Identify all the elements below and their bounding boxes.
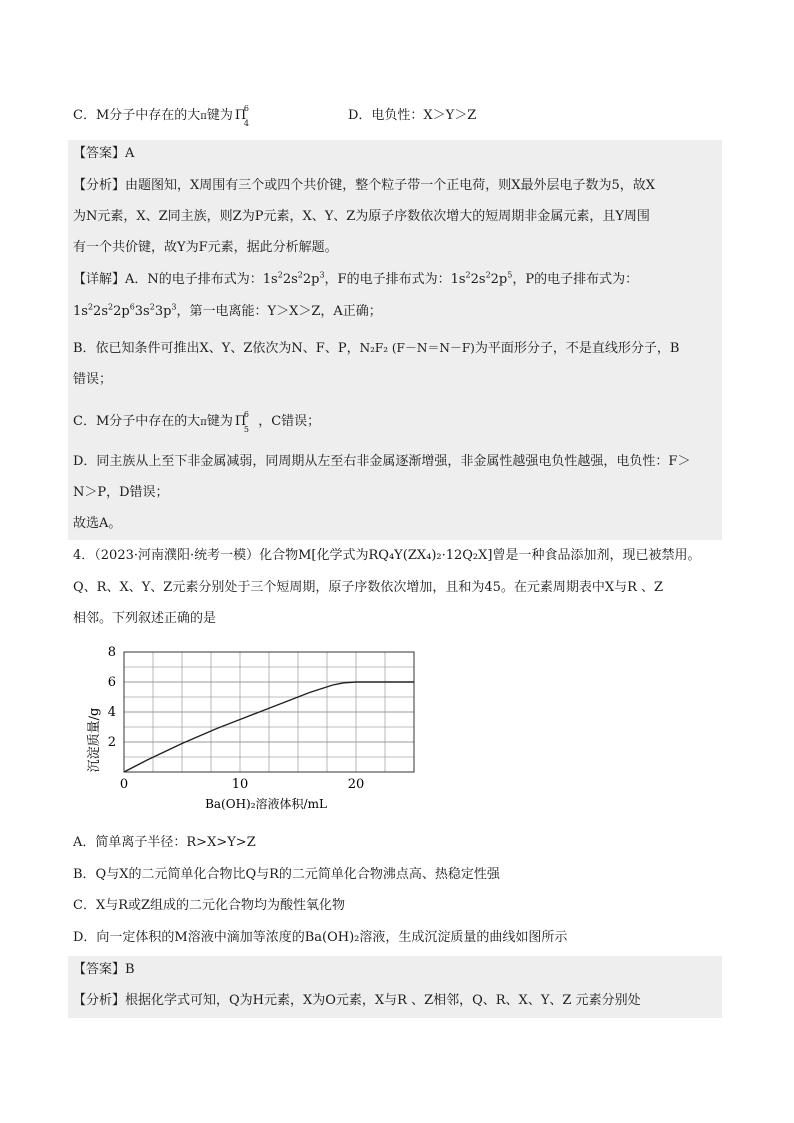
q3-option-c-prefix: C．M分子中存在的大 <box>73 108 201 123</box>
q3-answer: 【答案】A <box>73 146 135 161</box>
q4-answer: 【答案】B <box>73 962 135 977</box>
q3-conclusion: 故选A。 <box>73 516 122 531</box>
x-tick-label: 10 <box>231 777 249 792</box>
q4-stem-line3: 相邻。下列叙述正确的是 <box>73 611 217 626</box>
q3-analysis-line2: 为N元素，X、Z同主族，则Z为P元素，X、Y、Z为原子序数依次增大的短周期非金属元素，且Y周围 <box>73 209 650 224</box>
q3-option-d: D．电负性：X＞Y＞Z <box>348 108 477 123</box>
q4-analysis-line1: 【分析】根据化学式可知，Q为H元素，X为O元素，X与R 、Z相邻，Q、R、X、Y、Z 元素分别处 <box>73 993 641 1008</box>
y-tick-label: 4 <box>107 705 116 720</box>
q4-option-d: D．向一定体积的M溶液中滴加等浓度的Ba(OH)₂溶液，生成沉淀质量的曲线如图所示 <box>73 930 568 945</box>
x-axis-label: Ba(OH)₂溶液体积/mL <box>205 797 327 811</box>
q3-detail-c: C．M分子中存在的大π键为 Π 6 5 ，C错误； <box>73 410 321 434</box>
q3-detail-b-line1: B．依已知条件可推出X、Y、Z依次为N、F、P，N₂F₂ (F－N＝N－F)为平面形分子，不是直线形分子，B <box>73 341 680 356</box>
q4-option-a: A．简单离子半径：R>X>Y>Z <box>73 835 256 850</box>
x-tick-label: 0 <box>119 777 129 792</box>
pi-symbol: π <box>200 111 207 122</box>
q4-stem-line1: 4．（2023·河南濮阳·统考一模）化合物M[化学式为RQ₄Y(ZX₄)₂·12Q₂X]曾是一种食品添加剂，现已被禁用。 <box>73 548 701 563</box>
q3-detail-b-line2: 错误； <box>73 372 113 387</box>
q3-analysis-line1: 【分析】由题图知，X周围有三个或四个共价键，整个粒子带一个正电荷，则X最外层电子数为5，故X <box>73 178 656 193</box>
q3-option-c-row <box>73 106 248 127</box>
q3-option-c-mid: 键为 <box>206 108 233 123</box>
q4-stem-line2: Q、R、X、Y、Z元素分别处于三个短周期，原子序数依次增加，且和为45。在元素周期表中X与R 、Z <box>73 580 664 595</box>
q3-detail-d-line2: N＞P，D错误； <box>73 485 169 500</box>
pi-bond-notation: Π 6 4 <box>234 104 249 128</box>
y-tick-label: 2 <box>107 735 116 750</box>
n2f2-structure: N₂F₂ (F－N＝N－F) <box>359 341 475 355</box>
q4-option-c: C．X与R或Z组成的二元化合物均为酸性氧化物 <box>73 898 346 913</box>
precipitate-mass-chart <box>80 640 440 820</box>
q4-option-b: B．Q与X的二元简单化合物比Q与R的二元简单化合物沸点高、热稳定性强 <box>73 867 500 882</box>
pi-symbol: π <box>200 417 207 428</box>
q3-detail-a-line1: 【详解】A．N的电子排布式为：$1s^22s^22p^3$，F的电子排布式为：$1s^22s^22p^5$，P的电子排布式为： <box>73 270 639 287</box>
y-tick-label: 6 <box>107 675 116 690</box>
y-tick-label: 8 <box>107 645 116 660</box>
x-tick-label: 20 <box>347 777 365 792</box>
pi-bond-notation: Π 6 5 <box>234 410 249 434</box>
y-axis-label: 沉淀质量/g <box>87 707 102 773</box>
q3-detail-a-line2: $1s^22s^22p^63s^23p^3$，第一电离能：Y＞X＞Z，A正确； <box>73 302 382 319</box>
q3-detail-d-line1: D．同主族从上至下非金属减弱，同周期从左至右非金属逐渐增强，非金属性越强电负性越强，电负性：F＞ <box>73 454 691 469</box>
q3-analysis-line3: 有一个共价键，故Y为F元素，据此分析解题。 <box>73 240 338 255</box>
